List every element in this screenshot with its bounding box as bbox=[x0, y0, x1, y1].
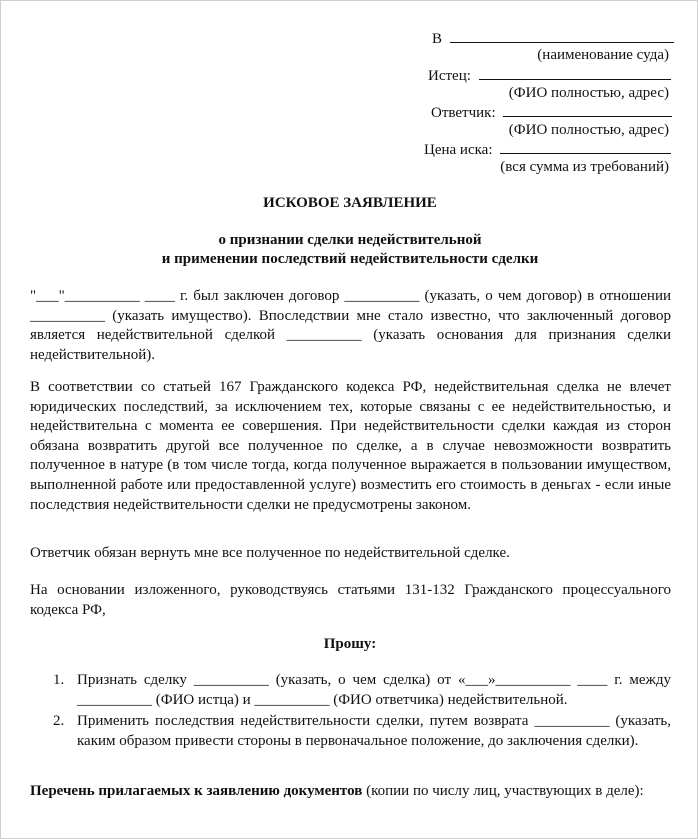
defendant-label: Ответчик: bbox=[431, 105, 496, 121]
court-line bbox=[432, 28, 674, 48]
defendant-line bbox=[431, 102, 672, 122]
plaintiff-note: (ФИО полностью, адрес) bbox=[508, 85, 669, 101]
attachments-heading: Перечень прилагаемых к заявлению документов bbox=[30, 783, 363, 799]
defendant-blank bbox=[503, 102, 672, 117]
request-item bbox=[30, 671, 671, 710]
attachments-note: (копии по числу лиц, участвующих в деле): bbox=[362, 783, 644, 799]
court-note: (наименование суда) bbox=[537, 47, 669, 63]
document-title: ИСКОВОЕ ЗАЯВЛЕНИЕ bbox=[263, 195, 437, 211]
request-heading: Прошу: bbox=[323, 636, 377, 652]
request-text: Применить последствия недействительности сделки, путем возврата __________ (указать, каким образом привести стороны в первоначальное положение, до заключения сделки). bbox=[77, 713, 671, 749]
plaintiff-line bbox=[428, 65, 671, 85]
attachments-paragraph bbox=[30, 782, 671, 802]
request-list bbox=[30, 671, 671, 751]
claim-price-line bbox=[424, 139, 671, 159]
paragraph-basis: На основании изложенного, руководствуясь статьями 131-132 Гражданского процессуального кодекса РФ, bbox=[30, 582, 671, 618]
claim-price-note: (вся сумма из требований) bbox=[500, 159, 669, 175]
paragraph-obligation: Ответчик обязан вернуть мне все полученное по недействительной сделке. bbox=[30, 545, 510, 561]
request-number: 2. bbox=[53, 713, 65, 730]
defendant-note: (ФИО полностью, адрес) bbox=[508, 122, 669, 138]
court-blank bbox=[450, 28, 674, 43]
subtitle-line-1: о признании сделки недействительной bbox=[218, 232, 482, 248]
subtitle-line-2: и применении последствий недействительности сделки bbox=[161, 251, 539, 267]
plaintiff-label: Истец: bbox=[428, 68, 471, 84]
plaintiff-blank bbox=[479, 65, 671, 80]
paragraph-contract: "___"__________ ____ г. был заключен договор __________ (указать, о чем договор) в отношении __________ (указать имущество). Впоследствии мне стало известно, что заключенный договор является недействительной сделкой __________ (указать основания для признания сделки недействительной). bbox=[30, 288, 671, 363]
request-text: Признать сделку __________ (указать, о чем сделка) от «___»__________ ____ г. между __________ (ФИО истца) и __________ (ФИО ответчика) недействительной. bbox=[77, 672, 671, 708]
paragraph-law: В соответствии со статьей 167 Гражданского кодекса РФ, недействительная сделка не влечет юридических последствий, за исключением тех, которые связаны с ее недействительностью, и недействительна с момента ее совершения. При недействительности сделки каждая из сторон обязана возвратить другой все полученное по сделке, а в случае невозможности возвратить полученное в натуре (в том числе тогда, когда полученное выражается в пользовании имуществом, выполненной работе или предоставленной услуге) возместить его стоимость в деньгах - если иные последствия недействительности сделки не предусмотрены законом. bbox=[30, 379, 671, 513]
claim-price-label: Цена иска: bbox=[424, 142, 493, 158]
claim-price-blank bbox=[500, 139, 671, 154]
court-label: В bbox=[432, 31, 443, 47]
request-item bbox=[30, 712, 671, 751]
request-number: 1. bbox=[53, 672, 65, 688]
